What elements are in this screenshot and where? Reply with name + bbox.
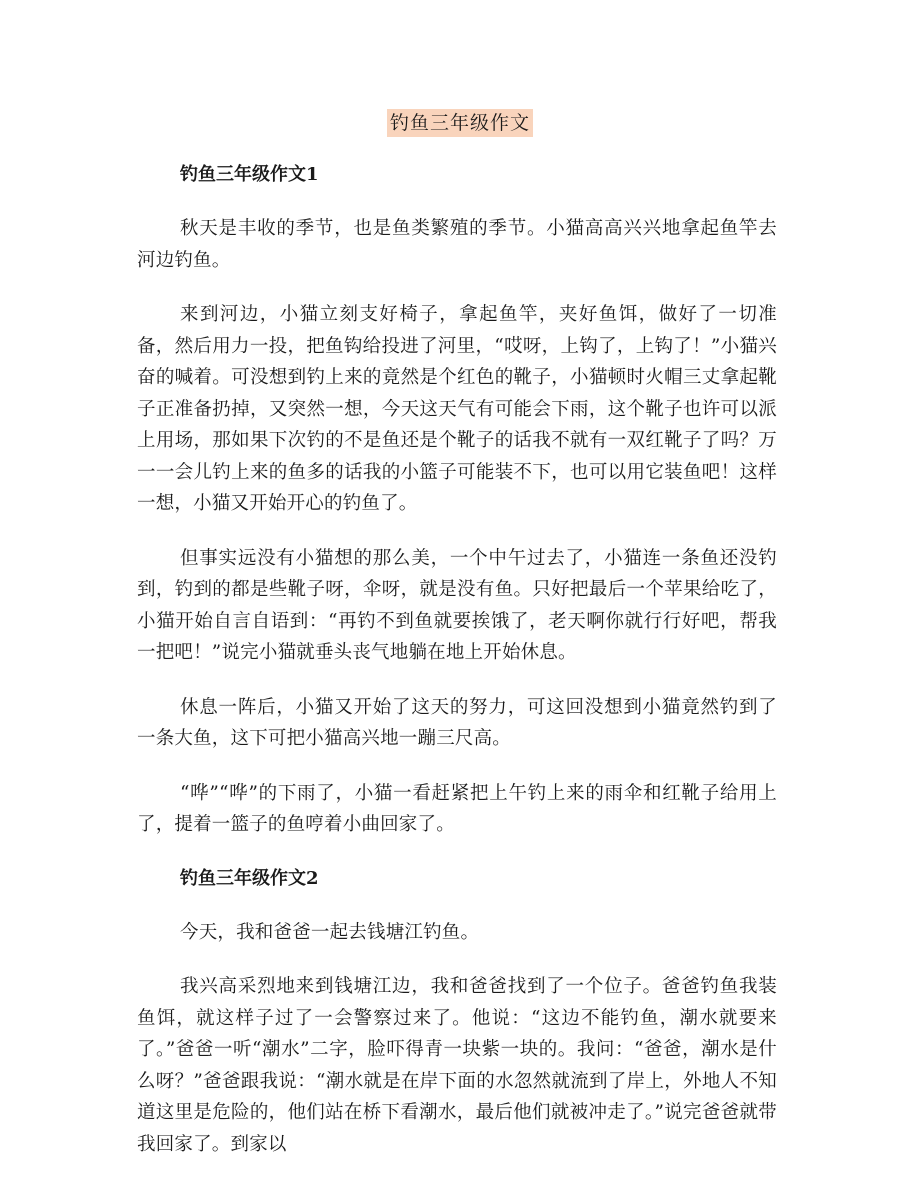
- document-body: [137, 160, 777, 1183]
- section-heading-2: 钓鱼三年级作文2: [180, 867, 319, 889]
- document-title: 钓鱼三年级作文: [387, 109, 533, 137]
- section-heading-1: 钓鱼三年级作文1: [180, 164, 319, 185]
- title-row: [0, 109, 920, 137]
- paragraph: 我兴高采烈地来到钱塘江边，我和爸爸找到了一个位子。爸爸钓鱼我装鱼饵，就这样子过了一会警察过来了。他说：“这边不能钓鱼，潮水就要来了。”爸爸一听“潮水”二字，脸吓得青一块紫一块的。我问：“爸爸，潮水是什么呀？”爸爸跟我说：“潮水就是在岸下面的水忽然就流到了岸上，外地人不知道这里是危险的，他们站在桥下看潮水，最后他们就被冲走了。”说完爸爸就带我回家了。到家以: [137, 976, 777, 1155]
- paragraph: 今天，我和爸爸一起去钱塘江钓鱼。: [180, 921, 480, 943]
- paragraph: “哗”“哗”的下雨了，小猫一看赶紧把上午钓上来的雨伞和红靴子给用上了，提着一篮子的鱼哼着小曲回家了。: [137, 782, 777, 835]
- paragraph: 秋天是丰收的季节，也是鱼类繁殖的季节。小猫高高兴兴地拿起鱼竿去河边钓鱼。: [137, 218, 777, 271]
- paragraph: 但事实远没有小猫想的那么美，一个中午过去了，小猫连一条鱼还没钓到，钓到的都是些靴子呀，伞呀，就是没有鱼。只好把最后一个苹果给吃了，小猫开始自言自语到：“再钓不到鱼就要挨饿了，老天啊你就行行好吧，帮我一把吧！”说完小猫就垂头丧气地躺在地上开始休息。: [137, 547, 777, 663]
- paragraph: 休息一阵后，小猫又开始了这天的努力，可这回没想到小猫竟然钓到了一条大鱼，这下可把小猫高兴地一蹦三尺高。: [137, 696, 777, 749]
- paragraph: 来到河边，小猫立刻支好椅子，拿起鱼竿，夹好鱼饵，做好了一切准备，然后用力一投，把鱼钩给投进了河里，“哎呀，上钩了，上钩了！”小猫兴奋的喊着。可没想到钓上来的竟然是个红色的靴子，小猫顿时火帽三丈拿起靴子正准备扔掉，又突然一想，今天这天气有可能会下雨，这个靴子也许可以派上用场，那如果下次钓的不是鱼还是个靴子的话我不就有一双红靴子了吗？万一一会儿钓上来的鱼多的话我的小篮子可能装不下，也可以用它装鱼吧！这样一想，小猫又开始开心的钓鱼了。: [137, 304, 777, 514]
